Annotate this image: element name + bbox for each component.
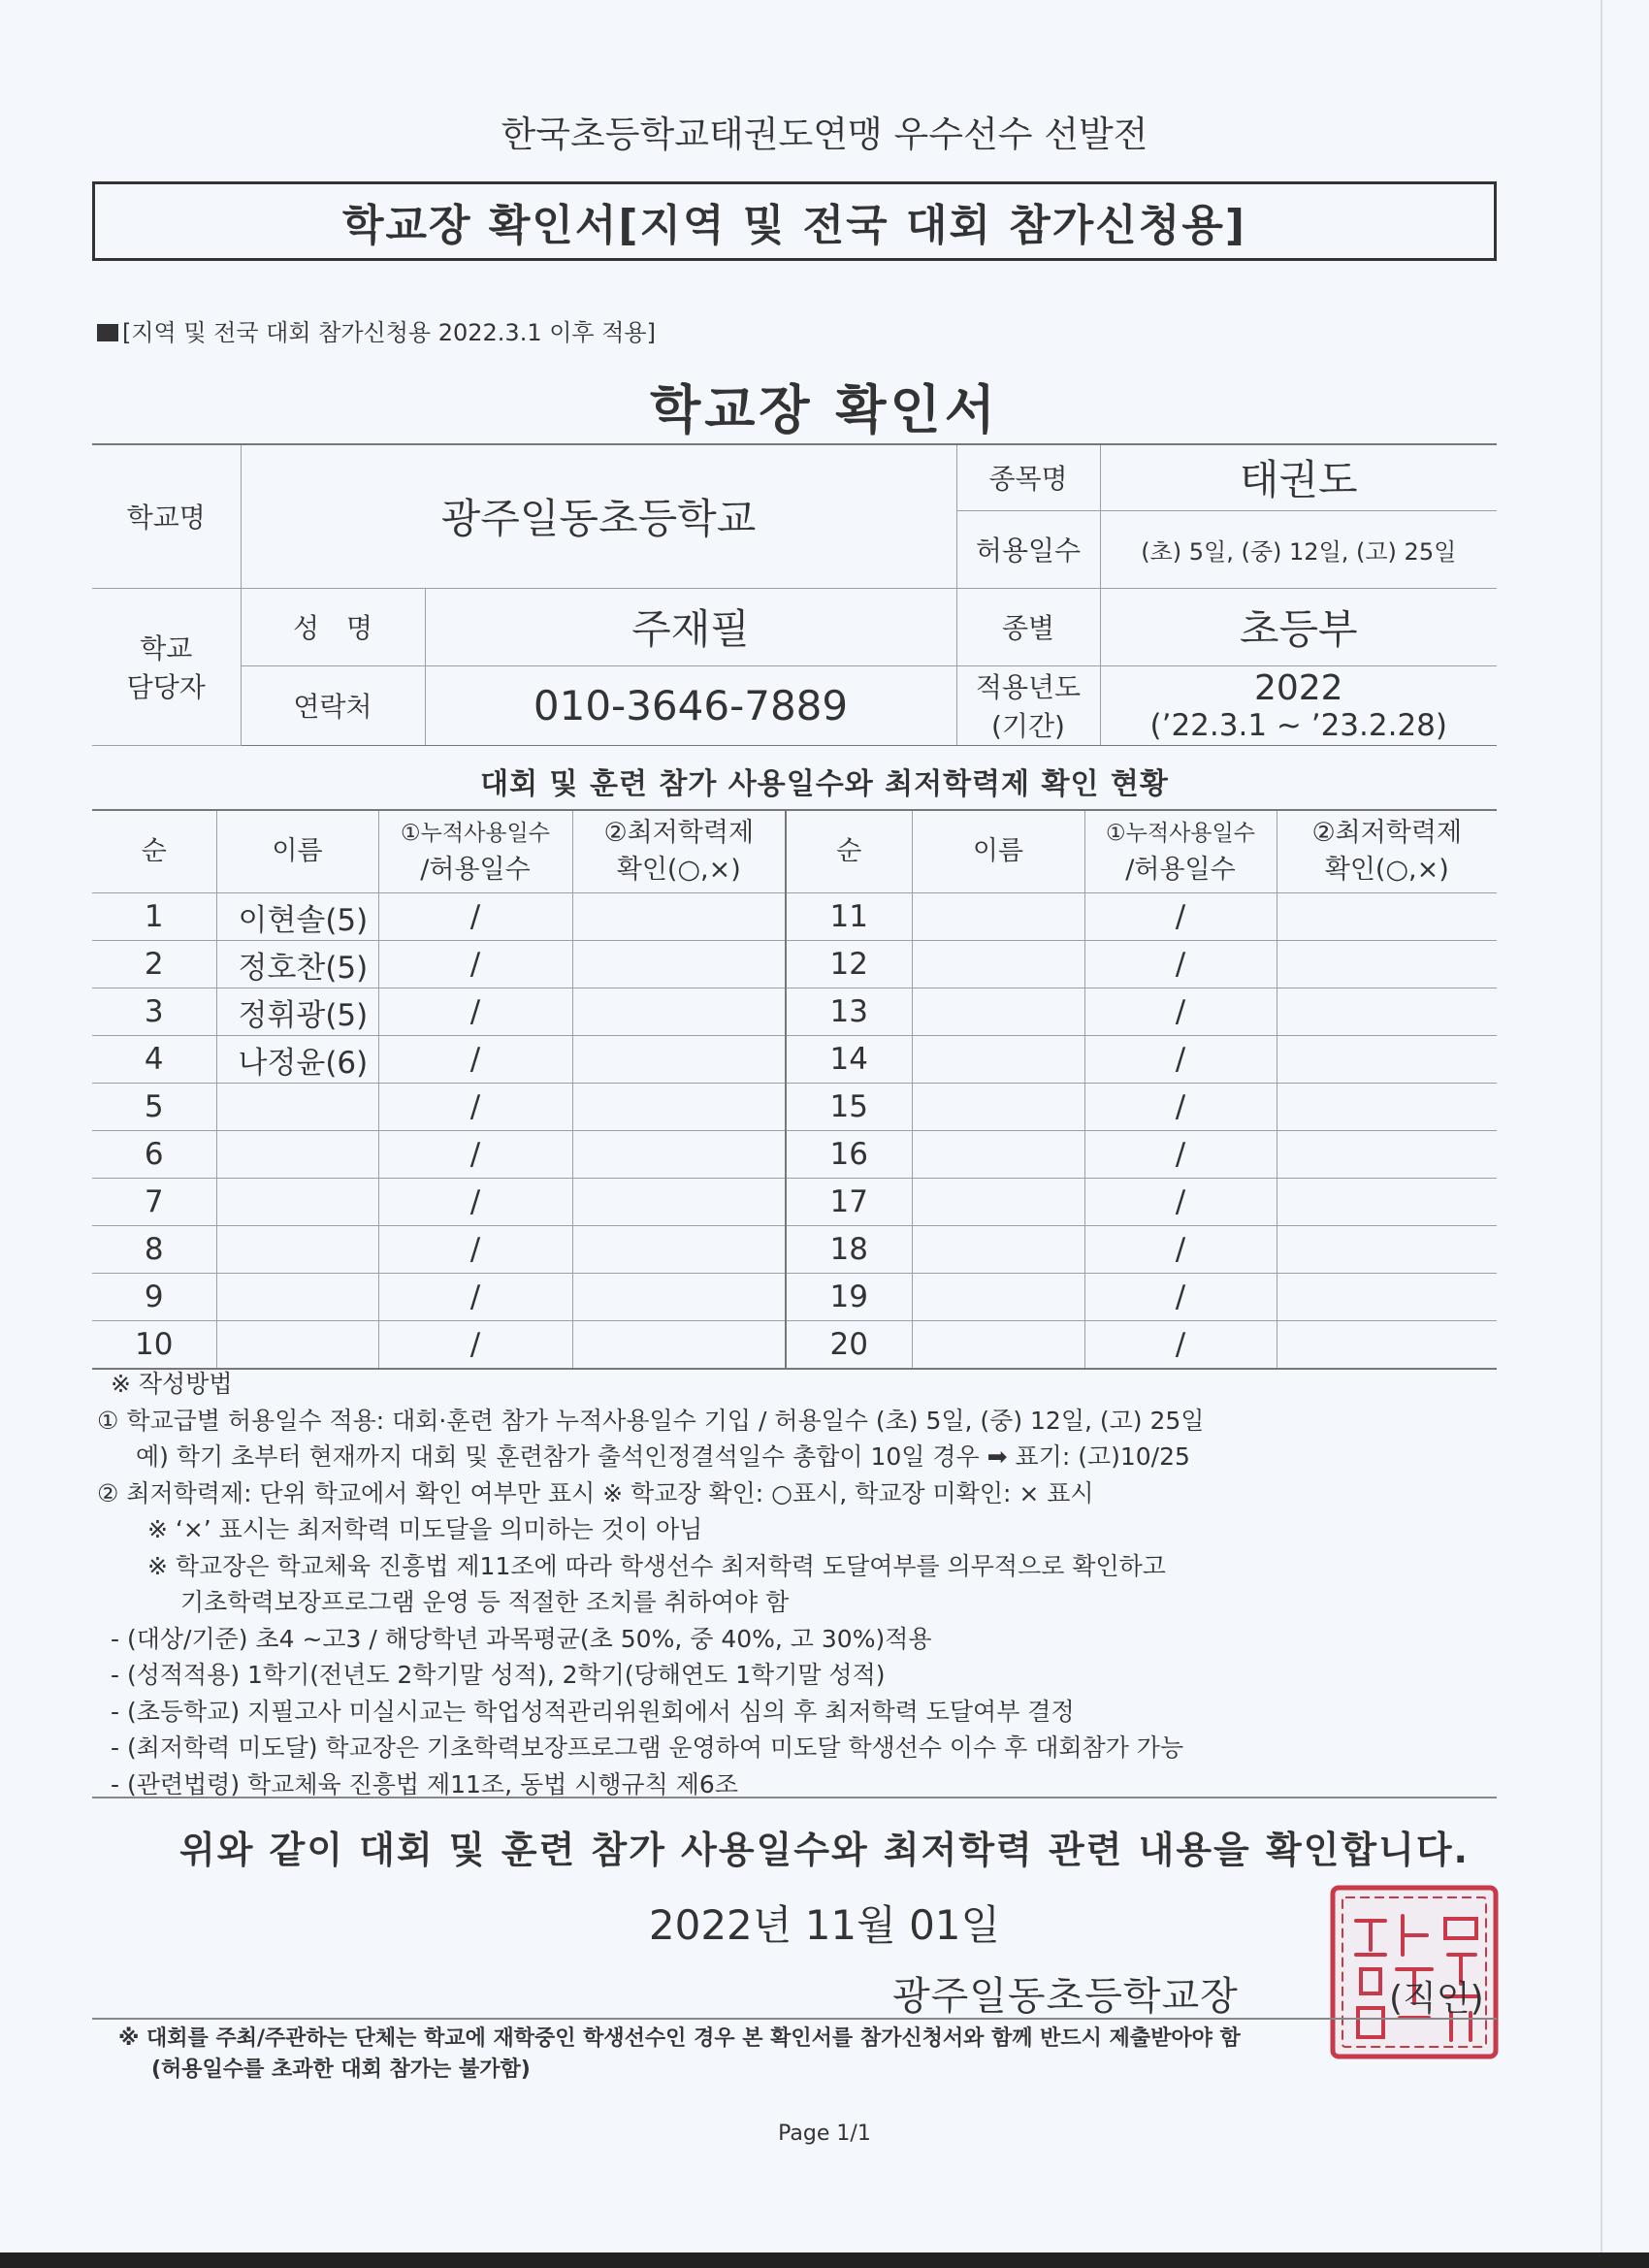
allowed-days-label: 허용일수 bbox=[956, 510, 1100, 588]
row-min-academic-check bbox=[572, 1131, 786, 1179]
row-no: 3 bbox=[92, 988, 216, 1036]
division-value: 초등부 bbox=[1100, 588, 1497, 665]
guide-title: ※ 작성방법 bbox=[111, 1370, 233, 1398]
table-row bbox=[92, 988, 1497, 1036]
table-row bbox=[92, 1321, 1497, 1370]
row-name bbox=[912, 1179, 1084, 1226]
row-name bbox=[912, 941, 1084, 988]
row-used-days: / bbox=[1084, 1179, 1277, 1226]
applicable-year: 2022 bbox=[1253, 667, 1343, 708]
row-name bbox=[912, 1321, 1084, 1370]
event-value: 태권도 bbox=[1100, 444, 1497, 510]
header-no: 순 bbox=[92, 810, 216, 893]
divider bbox=[92, 1797, 1497, 1798]
row-used-days: / bbox=[378, 893, 572, 941]
confirmation-statement: 위와 같이 대회 및 훈련 참가 사용일수와 최저학력 관련 내용을 확인합니다. bbox=[179, 1829, 1470, 1871]
guide-line: ② 최저학력제: 단위 학교에서 확인 여부만 표시 ※ 학교장 확인: ○표시, 학교장 미확인: × 표시 bbox=[97, 1478, 1094, 1507]
header-min-academic-line2: 확인(○,×) bbox=[616, 855, 741, 885]
status-heading: 대회 및 훈련 참가 사용일수와 최저학력제 확인 현황 bbox=[480, 767, 1169, 801]
row-used-days: / bbox=[1084, 1226, 1277, 1274]
row-used-days: / bbox=[1084, 1274, 1277, 1321]
row-min-academic-check bbox=[1277, 1036, 1497, 1084]
table-row bbox=[92, 893, 1497, 941]
issue-date: 2022년 11월 01일 bbox=[648, 1901, 1001, 1949]
guide-line: 예) 학기 초부터 현재까지 대회 및 훈련참가 출석인정결석일수 총합이 10일 경우 ➡ 표기: (고)10/25 bbox=[136, 1442, 1190, 1471]
row-used-days: / bbox=[1084, 941, 1277, 988]
manager-label-line1: 학교 bbox=[140, 632, 193, 664]
guide-line: ① 학교급별 허용일수 적용: 대회·훈련 참가 누적사용일수 기입 / 허용일수 (초) 5일, (중) 12일, (고) 25일 bbox=[97, 1406, 1205, 1435]
row-name bbox=[216, 1084, 378, 1131]
row-no: 2 bbox=[92, 941, 216, 988]
applicable-year-label-line1: 적용년도 bbox=[975, 671, 1082, 703]
row-used-days: / bbox=[378, 941, 572, 988]
row-no: 6 bbox=[92, 1131, 216, 1179]
applicability-note bbox=[97, 313, 656, 347]
row-name bbox=[912, 893, 1084, 941]
school-name-label: 학교명 bbox=[92, 444, 241, 588]
row-min-academic-check bbox=[572, 1226, 786, 1274]
school-name-value: 광주일동초등학교 bbox=[241, 444, 956, 588]
row-no: 17 bbox=[786, 1179, 912, 1226]
guide-line: ※ ‘×’ 표시는 최저학력 미도달을 의미하는 것이 아님 bbox=[147, 1515, 703, 1543]
contact-value: 010-3646-7889 bbox=[425, 665, 956, 745]
scan-bottom-band bbox=[0, 2252, 1649, 2268]
row-no: 4 bbox=[92, 1036, 216, 1084]
manager-name-value: 주재필 bbox=[425, 588, 956, 665]
division-label: 종별 bbox=[956, 588, 1100, 665]
applicability-note-text: [지역 및 전국 대회 참가신청용 2022.3.1 이후 적용] bbox=[122, 319, 656, 346]
table-row bbox=[92, 941, 1497, 988]
row-min-academic-check bbox=[572, 1321, 786, 1370]
row-name bbox=[216, 1179, 378, 1226]
manager-name-label: 성 명 bbox=[241, 588, 425, 665]
row-no: 13 bbox=[786, 988, 912, 1036]
applicable-year-label-line2: (기간) bbox=[991, 710, 1065, 742]
footnote-line2: (허용일수를 초과한 대회 참가는 불가함) bbox=[151, 2057, 531, 2082]
row-used-days: / bbox=[378, 1131, 572, 1179]
guide-line: - (관련법령) 학교체육 진흥법 제11조, 동법 시행규칙 제6조 bbox=[111, 1769, 738, 1798]
page-number: Page 1/1 bbox=[778, 2122, 871, 2146]
row-min-academic-check bbox=[1277, 1179, 1497, 1226]
row-name: 정휘광(5) bbox=[216, 988, 378, 1036]
row-used-days: / bbox=[378, 1179, 572, 1226]
row-used-days: / bbox=[1084, 1036, 1277, 1084]
table-row bbox=[92, 1179, 1497, 1226]
row-used-days: / bbox=[378, 1084, 572, 1131]
row-min-academic-check bbox=[1277, 1321, 1497, 1370]
organization-title: 한국초등학교태권도연맹 우수선수 선발전 bbox=[501, 113, 1148, 155]
manager-label-line2: 담당자 bbox=[126, 671, 206, 703]
manager-label bbox=[92, 588, 241, 745]
header-used-days-line2: /허용일수 bbox=[420, 855, 531, 885]
row-min-academic-check bbox=[572, 1179, 786, 1226]
row-no: 16 bbox=[786, 1131, 912, 1179]
row-min-academic-check bbox=[572, 1274, 786, 1321]
row-used-days: / bbox=[1084, 1131, 1277, 1179]
row-name bbox=[216, 1131, 378, 1179]
row-used-days: / bbox=[378, 1036, 572, 1084]
header-used-days-right bbox=[1084, 810, 1277, 893]
applicable-period: (’22.3.1 ~ ’23.2.28) bbox=[1149, 707, 1448, 743]
row-no: 14 bbox=[786, 1036, 912, 1084]
header-min-academic-right-line2: 확인(○,×) bbox=[1324, 855, 1449, 885]
table-row bbox=[92, 1226, 1497, 1274]
row-used-days: / bbox=[378, 988, 572, 1036]
row-name bbox=[216, 1321, 378, 1370]
row-no: 11 bbox=[786, 893, 912, 941]
row-no: 1 bbox=[92, 893, 216, 941]
row-used-days: / bbox=[1084, 1321, 1277, 1370]
form-heading: 학교장 확인서 bbox=[650, 379, 999, 440]
divider bbox=[92, 2018, 1497, 2020]
header-min-academic-right bbox=[1277, 810, 1497, 893]
footnote bbox=[118, 2024, 1496, 2086]
guide-line: - (대상/기준) 초4 ~고3 / 해당학년 과목평균(초 50%, 중 40%, 고 30%)적용 bbox=[111, 1624, 932, 1653]
table-row bbox=[92, 1131, 1497, 1179]
writing-guide bbox=[97, 1366, 1513, 1802]
square-bullet-icon bbox=[97, 324, 118, 341]
header-min-academic-line1: ②최저학력제 bbox=[603, 818, 755, 848]
header-no-right: 순 bbox=[786, 810, 912, 893]
row-name bbox=[912, 1274, 1084, 1321]
row-no: 10 bbox=[92, 1321, 216, 1370]
info-table bbox=[92, 443, 1497, 746]
row-min-academic-check bbox=[572, 1084, 786, 1131]
row-min-academic-check bbox=[1277, 1274, 1497, 1321]
row-name bbox=[216, 1226, 378, 1274]
applicable-year-label bbox=[956, 665, 1100, 745]
row-name bbox=[912, 1036, 1084, 1084]
guide-line: - (초등학교) 지필고사 미실시교는 학업성적관리위원회에서 심의 후 최저학력 도달여부 결정 bbox=[111, 1697, 1075, 1726]
row-min-academic-check bbox=[572, 1036, 786, 1084]
scan-edge bbox=[1600, 0, 1602, 2268]
row-name bbox=[216, 1274, 378, 1321]
row-used-days: / bbox=[1084, 988, 1277, 1036]
header-used-days-right-line2: /허용일수 bbox=[1125, 855, 1236, 885]
header-used-days-line1: ①누적사용일수 bbox=[401, 821, 550, 846]
row-min-academic-check bbox=[1277, 988, 1497, 1036]
row-no: 12 bbox=[786, 941, 912, 988]
row-no: 18 bbox=[786, 1226, 912, 1274]
principal-signature: 광주일동초등학교장 bbox=[892, 1974, 1239, 2019]
table-row bbox=[92, 1084, 1497, 1131]
row-min-academic-check bbox=[1277, 893, 1497, 941]
header-name: 이름 bbox=[216, 810, 378, 893]
row-no: 7 bbox=[92, 1179, 216, 1226]
row-no: 20 bbox=[786, 1321, 912, 1370]
event-label: 종목명 bbox=[956, 444, 1100, 510]
row-min-academic-check bbox=[1277, 1226, 1497, 1274]
row-used-days: / bbox=[378, 1226, 572, 1274]
row-no: 19 bbox=[786, 1274, 912, 1321]
row-min-academic-check bbox=[1277, 941, 1497, 988]
row-min-academic-check bbox=[572, 893, 786, 941]
seal-label: (직인) bbox=[1389, 1979, 1484, 2019]
document-title-box bbox=[92, 181, 1497, 261]
row-name bbox=[912, 1084, 1084, 1131]
row-name: 나정윤(6) bbox=[216, 1036, 378, 1084]
guide-line: ※ 학교장은 학교체육 진흥법 제11조에 따라 학생선수 최저학력 도달여부를 의무적으로 확인하고 bbox=[147, 1551, 1166, 1580]
row-no: 8 bbox=[92, 1226, 216, 1274]
guide-line: - (성적적용) 1학기(전년도 2학기말 성적), 2학기(당해연도 1학기말 성적) bbox=[111, 1661, 886, 1689]
row-used-days: / bbox=[1084, 1084, 1277, 1131]
row-name bbox=[912, 1226, 1084, 1274]
header-name-right: 이름 bbox=[912, 810, 1084, 893]
row-no: 9 bbox=[92, 1274, 216, 1321]
row-no: 15 bbox=[786, 1084, 912, 1131]
guide-line: 기초학력보장프로그램 운영 등 적절한 조치를 취하여야 함 bbox=[180, 1588, 790, 1616]
row-name bbox=[912, 1131, 1084, 1179]
row-min-academic-check bbox=[572, 988, 786, 1036]
row-name: 정호찬(5) bbox=[216, 941, 378, 988]
contact-label: 연락처 bbox=[241, 665, 425, 745]
table-row bbox=[92, 1274, 1497, 1321]
header-used-days-right-line1: ①누적사용일수 bbox=[1106, 821, 1255, 846]
row-min-academic-check bbox=[1277, 1131, 1497, 1179]
footnote-line1: ※ 대회를 주최/주관하는 단체는 학교에 재학중인 학생선수인 경우 본 확인서를 참가신청서와 함께 반드시 제출받아야 함 bbox=[118, 2026, 1241, 2051]
row-min-academic-check bbox=[572, 941, 786, 988]
row-name bbox=[912, 988, 1084, 1036]
table-row bbox=[92, 1036, 1497, 1084]
allowed-days-value: (초) 5일, (중) 12일, (고) 25일 bbox=[1100, 510, 1497, 588]
document-title: 학교장 확인서[지역 및 전국 대회 참가신청용] bbox=[342, 201, 1246, 250]
records-table bbox=[92, 809, 1497, 1370]
row-used-days: / bbox=[1084, 893, 1277, 941]
row-used-days: / bbox=[378, 1321, 572, 1370]
row-name: 이현솔(5) bbox=[216, 893, 378, 941]
row-min-academic-check bbox=[1277, 1084, 1497, 1131]
applicable-year-value bbox=[1100, 665, 1497, 745]
row-used-days: / bbox=[378, 1274, 572, 1321]
guide-line: - (최저학력 미도달) 학교장은 기초학력보장프로그램 운영하여 미도달 학생선수 이수 후 대회참가 가능 bbox=[111, 1733, 1184, 1762]
header-min-academic bbox=[572, 810, 786, 893]
row-no: 5 bbox=[92, 1084, 216, 1131]
header-used-days bbox=[378, 810, 572, 893]
header-min-academic-right-line1: ②최저학력제 bbox=[1311, 818, 1463, 848]
